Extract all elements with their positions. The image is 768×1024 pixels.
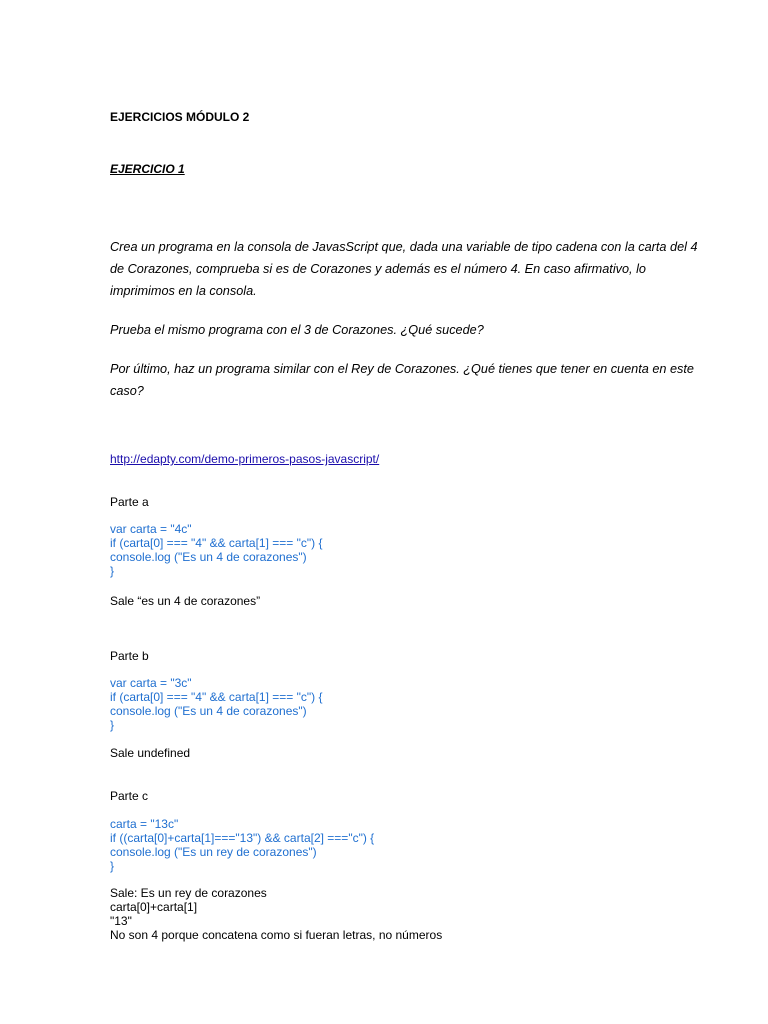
result-line: carta[0]+carta[1]	[110, 900, 198, 914]
code-line: console.log ("Es un rey de corazones")	[110, 845, 317, 859]
code-line: console.log ("Es un 4 de corazones")	[110, 704, 307, 718]
result-line: Sale: Es un rey de corazones	[110, 886, 267, 900]
exercise-paragraph-3: Por último, haz un programa similar con el Rey de Corazones. ¿Qué tienes que tener en cuenta en este caso?	[110, 362, 694, 398]
demo-link[interactable]: http://edapty.com/demo-primeros-pasos-javascript/	[110, 452, 380, 466]
code-line: if (carta[0] === "4" && carta[1] === "c") {	[110, 690, 323, 704]
part-c-result	[110, 886, 442, 942]
code-line: var carta = "3c"	[110, 676, 192, 690]
exercise-paragraph-1: Crea un programa en la consola de JavasScript que, dada una variable de tipo cadena con la carta del 4 de Corazones, comprueba si es de Corazones y además es el número 4. En caso afirmativo, lo imprimimos en la consola.	[110, 240, 698, 298]
code-line: console.log ("Es un 4 de corazones")	[110, 550, 307, 564]
result-line: No son 4 porque concatena como si fueran letras, no números	[110, 928, 443, 942]
part-a-code	[110, 522, 322, 578]
code-line: if ((carta[0]+carta[1]==="13") && carta[2] ==="c") {	[110, 831, 375, 845]
exercise-paragraph-2: Prueba el mismo programa con el 3 de Corazones. ¿Qué sucede?	[110, 323, 484, 337]
part-b-code	[110, 676, 322, 732]
result-line: "13"	[110, 914, 132, 928]
result-line: Sale “es un 4 de corazones”	[110, 594, 261, 608]
part-a-result	[110, 594, 260, 608]
code-line: var carta = "4c"	[110, 522, 192, 536]
code-line: carta = "13c"	[110, 817, 179, 831]
document-title: EJERCICIOS MÓDULO 2	[110, 110, 250, 124]
code-line: if (carta[0] === "4" && carta[1] === "c") {	[110, 536, 323, 550]
part-b-label: Parte b	[110, 649, 149, 663]
code-line: }	[110, 718, 115, 732]
code-line: }	[110, 859, 115, 873]
exercise-heading: EJERCICIO 1	[110, 162, 185, 176]
part-c-code	[110, 817, 374, 873]
code-line: }	[110, 564, 115, 578]
result-line: Sale undefined	[110, 746, 191, 760]
part-b-result	[110, 746, 190, 760]
part-c-label: Parte c	[110, 789, 149, 803]
part-a-label: Parte a	[110, 495, 149, 509]
